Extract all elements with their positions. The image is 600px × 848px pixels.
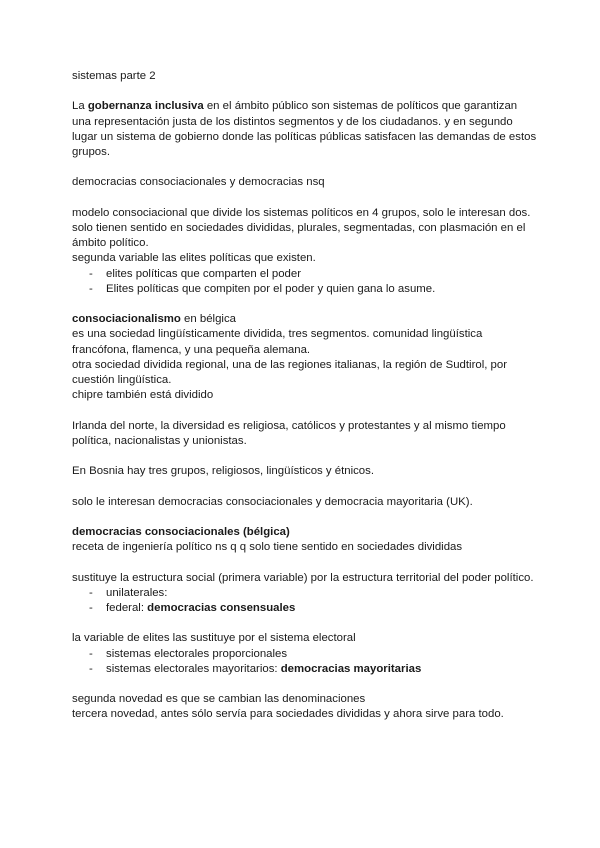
text-line: segunda variable las elites políticas que existen. (72, 252, 316, 265)
document-title: sistemas parte 2 (72, 70, 156, 82)
dash-bullet: - (89, 662, 93, 675)
bold-term: consociacionalismo (72, 313, 181, 326)
section-heading (72, 312, 538, 327)
document-body (72, 69, 538, 723)
list-item-text: elites políticas que comparten el poder (106, 267, 302, 280)
paragraph-sustituye (72, 571, 538, 617)
bold-term: gobernanza inclusiva (87, 100, 204, 113)
text-line: otra sociedad dividida regional, una de las regiones italianas, la región de Sudtirol, por cuestión lingüística. (72, 358, 508, 386)
list-item-text: sistemas electorales mayoritarios: (106, 662, 281, 675)
bullet-list-territorial (72, 586, 538, 616)
paragraph-irlanda: Irlanda del norte, la diversidad es religiosa, católicos y protestantes y al mismo tiempo política, nacionalistas y unionistas. (72, 419, 506, 447)
list-item-text: unilaterales: (106, 586, 168, 599)
list-item-text: Elites políticas que compiten por el poder y quien gana lo asume. (106, 282, 436, 295)
bold-term: democracias consensuales (147, 601, 296, 614)
text-line: chipre también está dividido (72, 389, 214, 402)
paragraph-novedades (72, 692, 538, 722)
text: La (72, 100, 88, 113)
bold-term: democracias mayoritarias (280, 662, 422, 675)
bold-heading: democracias consociacionales (bélgica) (72, 525, 290, 538)
dash-bullet: - (89, 586, 93, 599)
text-line: es una sociedad lingüísticamente dividida, tres segmentos. comunidad lingüística francófona, flamenca, y una pequeña alemana. (72, 328, 483, 356)
dash-bullet: - (89, 647, 93, 660)
dash-bullet: - (89, 267, 93, 280)
text-line: receta de ingeniería político ns q q solo tiene sentido en sociedades divididas (72, 541, 463, 554)
text-line: solo tienen sentido en sociedades divididas, plurales, segmentadas, con plasmación en el ámbito político. (72, 221, 526, 250)
text-line: modelo consociacional que divide los sistemas políticos en 4 grupos, solo le interesan dos. (72, 206, 531, 219)
section-heading (72, 525, 538, 540)
paragraph-bosnia: En Bosnia hay tres grupos, religiosos, lingüísticos y étnicos. (72, 465, 375, 478)
dash-bullet: - (89, 601, 93, 614)
list-item (72, 282, 538, 297)
list-item (72, 662, 538, 677)
paragraph-modelo (72, 206, 538, 297)
list-item (72, 647, 538, 662)
list-item (72, 601, 538, 616)
text-line: segunda novedad es que se cambian las denominaciones (72, 693, 366, 706)
list-item (72, 586, 538, 601)
text-line: tercera novedad, antes sólo servía para sociedades divididas y ahora sirve para todo. (72, 708, 504, 721)
list-item (72, 267, 538, 282)
paragraph-democracias-consociacionales (72, 525, 538, 555)
paragraph-democracias: democracias consociacionales y democracias nsq (72, 176, 325, 189)
paragraph-gobernanza (72, 99, 538, 160)
text: en bélgica (180, 313, 236, 326)
bullet-list-elites (72, 267, 538, 297)
paragraph-variable-elites (72, 631, 538, 677)
bullet-list-electoral (72, 647, 538, 677)
paragraph-consociacionalismo (72, 312, 538, 403)
list-item-text: sistemas electorales proporcionales (106, 647, 288, 660)
list-item-text: federal: (106, 601, 148, 614)
text-line: sustituye la estructura social (primera variable) por la estructura territorial del poder político. (72, 571, 534, 584)
paragraph-interesan: solo le interesan democracias consociacionales y democracia mayoritaria (UK). (72, 495, 473, 508)
dash-bullet: - (89, 282, 93, 295)
text-line: la variable de elites las sustituye por el sistema electoral (72, 632, 356, 645)
text: en el ámbito público son sistemas de políticos que garantizan una representación justa de los distintos segmentos y de los ciudadanos. y en segundo lugar un sistema de gobierno donde las políticas públicas satisfacen las demandas de estos grupos. (72, 100, 537, 158)
